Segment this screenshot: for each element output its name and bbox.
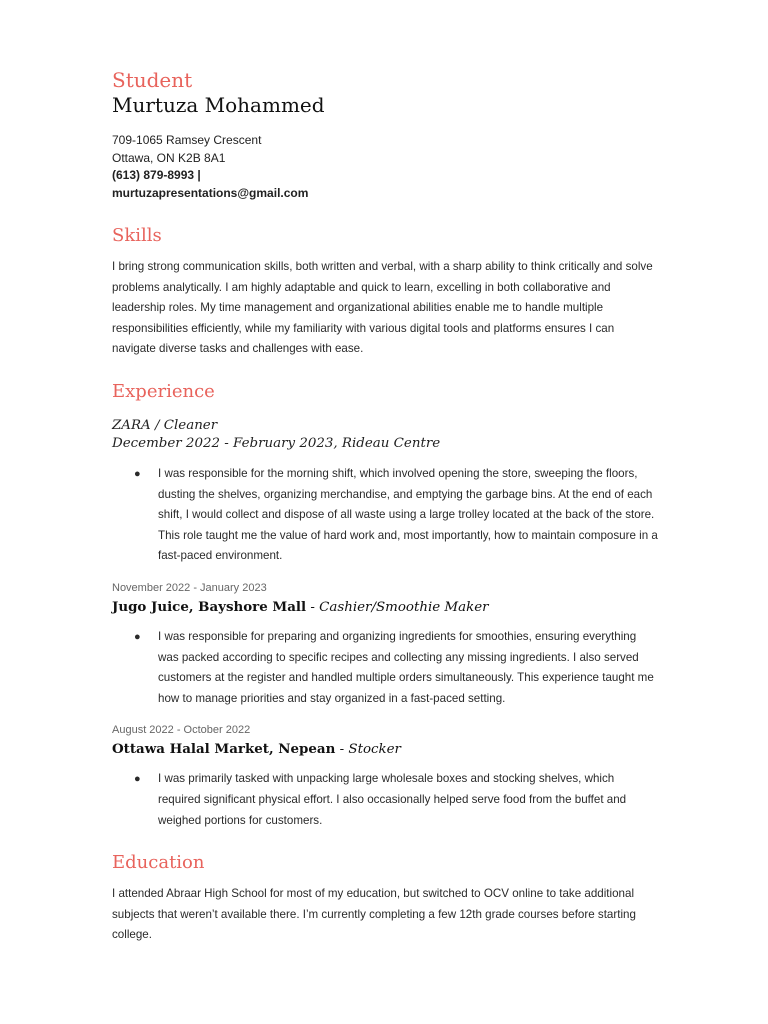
job-bullets: [112, 464, 658, 567]
job-description: I was responsible for the morning shift, which involved opening the store, sweeping the floors, dusting the shelves, organizing merchandise, and emptying the garbage bins. At the end of each shift, I would collect and dispose of all waste using a large trolley located at the back of the store. This role taught me the value of hard work and, most importantly, how to maintain composure in a fast-paced environment.: [158, 466, 658, 563]
list-item: [112, 627, 658, 709]
job-heading: [112, 598, 658, 617]
job-company: Ottawa Halal Market, Nepean: [112, 741, 336, 758]
job-description: I was primarily tasked with unpacking large wholesale boxes and stocking shelves, which required significant physical effort. I also occasionally helped serve food from the buffet and weighed portions for customers.: [158, 772, 627, 827]
experience-heading: Experience: [112, 380, 215, 402]
skills-section: [112, 225, 658, 360]
education-section: [112, 852, 658, 946]
bullet-icon: ●: [134, 467, 141, 480]
resume-header: [112, 68, 658, 202]
job-heading: [112, 740, 658, 759]
bullet-icon: ●: [134, 630, 141, 643]
list-item: [112, 464, 658, 567]
job-dates: August 2022 - October 2022: [112, 724, 251, 737]
job-entry: [112, 581, 658, 709]
phone-number: (613) 879-8993 |: [112, 168, 201, 182]
education-heading: Education: [112, 852, 205, 874]
education-text: I attended Abraar High School for most of my education, but switched to OCV online to take additional subjects that weren’t available there. I’m currently completing a few 12th grade courses before starting college.: [112, 887, 636, 942]
job-separator: -: [335, 742, 349, 758]
experience-section: [112, 381, 658, 831]
list-item: [112, 769, 658, 831]
job-bullets: [112, 627, 658, 709]
bullet-icon: ●: [134, 773, 141, 786]
candidate-name: Murtuza Mohammed: [112, 93, 325, 117]
job-bullets: [112, 769, 658, 831]
contact-block: [112, 132, 658, 202]
job-title: Stocker: [348, 742, 401, 758]
job-entry: [112, 417, 658, 567]
job-company: Jugo Juice, Bayshore Mall: [112, 598, 307, 615]
job-dates-location: December 2022 - February 2023, Rideau Centre: [112, 436, 441, 452]
job-description: I was responsible for preparing and organizing ingredients for smoothies, ensuring everything was packed according to specific recipes and collecting any missing ingredients. I also served customers at the register and handled multiple orders simultaneously. This experience taught me how to manage priorities and stay organized in a fast-paced setting.: [158, 629, 654, 705]
email-address: murtuzapresentations@gmail.com: [112, 185, 309, 200]
job-employer-role: ZARA / Cleaner: [112, 417, 218, 433]
skills-heading: Skills: [112, 225, 162, 246]
job-separator: -: [306, 599, 320, 615]
job-dates: November 2022 - January 2023: [112, 581, 267, 594]
role-title: Student: [112, 68, 193, 92]
job-title: Cashier/Smoothie Maker: [319, 599, 489, 615]
address-line-2: Ottawa, ON K2B 8A1: [112, 150, 226, 165]
address-line-1: 709-1065 Ramsey Crescent: [112, 133, 262, 147]
skills-text: I bring strong communication skills, both written and verbal, with a sharp ability to think critically and solve problems analytically. I am highly adaptable and quick to learn, excelling in both collaborative and leadership roles. My time management and organizational abilities enable me to handle multiple responsibilities efficiently, while my familiarity with various digital tools and platforms ensures I can navigate diverse tasks and challenges with ease.: [112, 260, 653, 356]
resume-page: [112, 68, 658, 946]
job-entry: [112, 723, 658, 831]
